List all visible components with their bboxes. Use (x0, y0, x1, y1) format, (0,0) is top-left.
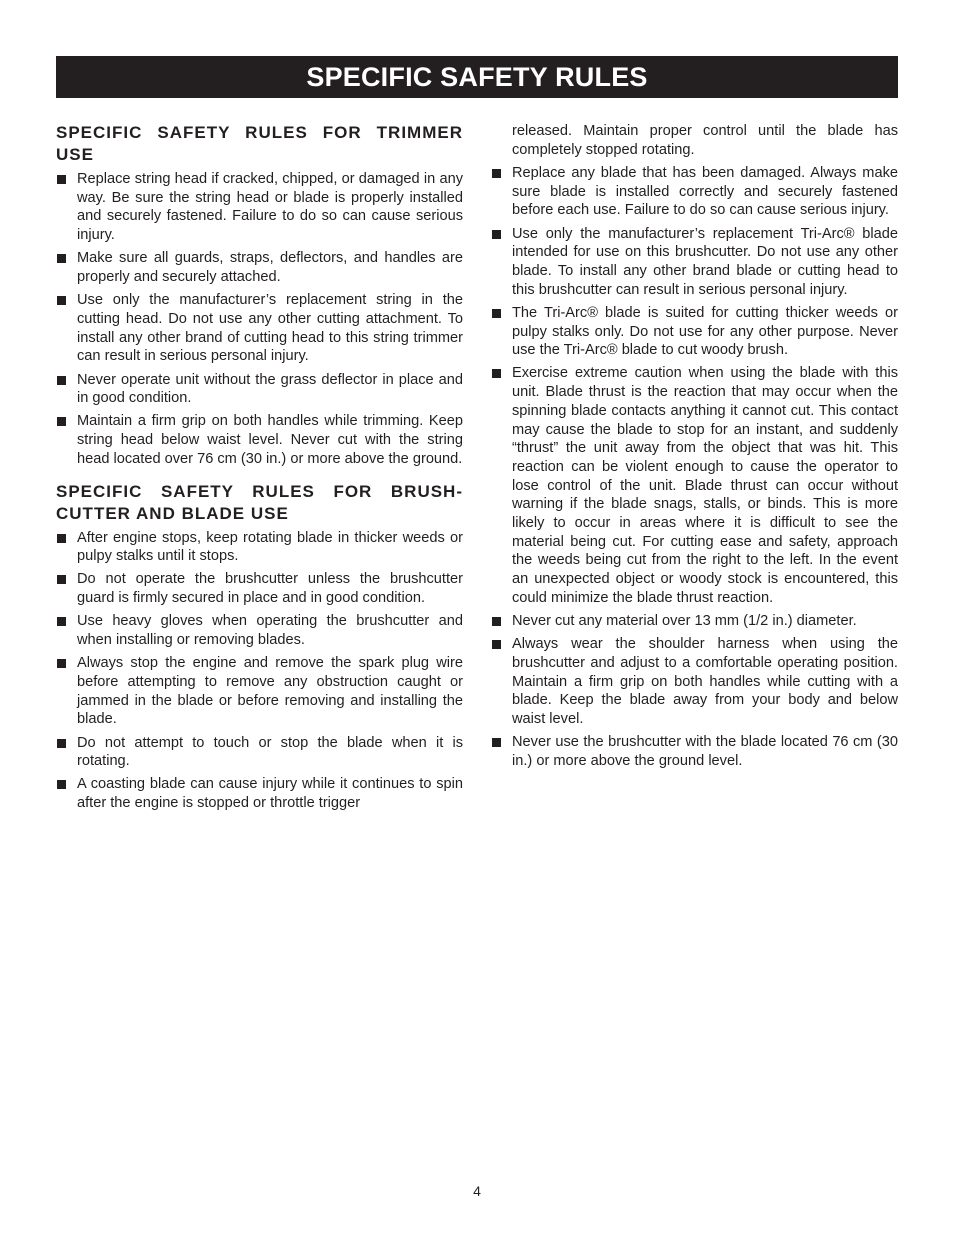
rule-text: Use only the manufacturer’s replacement Tri-Arc® blade intended for use on this brushcutter. Do not use any other blade. To install any other brand blade or cutting head to this brushcutter can result in serious personal injury. (512, 225, 898, 298)
list-item (56, 734, 463, 771)
list-item (491, 364, 898, 607)
square-bullet-icon (492, 640, 501, 649)
rule-text: A coasting blade can cause injury while it continues to spin after the engine is stopped or throttle trigger (77, 776, 463, 812)
rule-text: Never use the brushcutter with the blade located 76 cm (30 in.) or more above the ground level. (512, 734, 898, 769)
list-item (56, 775, 463, 812)
rule-text: The Tri-Arc® blade is suited for cutting thicker weeds or pulpy stalks only. Do not use for any other purpose. Never use the Tri-Arc® blade to cut woody brush. (512, 304, 898, 359)
square-bullet-icon (492, 230, 501, 239)
list-item (491, 225, 898, 300)
trimmer-rules-list (56, 170, 463, 469)
square-bullet-icon (57, 780, 66, 789)
rule-text: Use heavy gloves when operating the brushcutter and when installing or removing blades. (77, 613, 463, 649)
page-number: 4 (473, 1183, 481, 1199)
square-bullet-icon (57, 417, 66, 426)
list-item (491, 304, 898, 360)
square-bullet-icon (492, 309, 501, 318)
list-item (491, 164, 898, 220)
right-column (491, 122, 898, 775)
rule-text: Do not operate the brushcutter unless the brushcutter guard is firmly secured in place and in good condition. (77, 571, 463, 607)
rule-text: Always wear the shoulder harness when using the brushcutter and adjust to a comfortable operating position. Maintain a firm grip on both handles while cutting with a blade. Keep the blade away from your body and below waist level. (512, 636, 898, 728)
page-title: SPECIFIC SAFETY RULES (56, 56, 898, 98)
square-bullet-icon (57, 534, 66, 543)
square-bullet-icon (57, 739, 66, 748)
rule-text: Never cut any material over 13 mm (1/2 in.) diameter. (512, 613, 857, 630)
left-column (56, 122, 463, 817)
rule-text: Always stop the engine and remove the spark plug wire before attempting to remove any obstruction caught or jammed in the blade or before removing and installing the blade. (77, 655, 463, 728)
rule-text: Do not attempt to touch or stop the blade when it is rotating. (77, 734, 463, 770)
rule-text: Make sure all guards, straps, deflectors, and handles are properly and securely attached. (77, 250, 463, 286)
rule-text: After engine stops, keep rotating blade in thicker weeds or pulpy stalks until it stops. (77, 529, 463, 565)
list-item (56, 412, 463, 468)
list-item (56, 249, 463, 286)
square-bullet-icon (57, 376, 66, 385)
square-bullet-icon (57, 254, 66, 263)
rule-text: Replace string head if cracked, chipped, or damaged in any way. Be sure the string head or blade is properly installed and securely fastened. Failure to do so can cause serious injury. (77, 171, 463, 244)
square-bullet-icon (57, 617, 66, 626)
list-item (56, 612, 463, 649)
square-bullet-icon (492, 169, 501, 178)
list-item (491, 733, 898, 770)
brushcutter-rules-list-left (56, 529, 463, 813)
list-item (56, 654, 463, 729)
trimmer-rules-heading: SPECIFIC SAFETY RULES FOR TRIMMER USE (56, 123, 463, 164)
square-bullet-icon (57, 575, 66, 584)
square-bullet-icon (57, 175, 66, 184)
brushcutter-rules-list-right (491, 164, 898, 771)
square-bullet-icon (57, 659, 66, 668)
list-item (491, 612, 898, 631)
list-item (56, 529, 463, 566)
list-item (56, 291, 463, 366)
rule-text: Never operate unit without the grass deflector in place and in good condition. (77, 371, 463, 407)
rule-text: Use only the manufacturer’s replacement string in the cutting head. Do not use any other cutting attachment. To install any other brand of cutting head to this string trimmer can result in serious personal injury. (77, 292, 463, 365)
square-bullet-icon (57, 296, 66, 305)
brushcutter-rules-heading: SPECIFIC SAFETY RULES FOR BRUSH-CUTTER AND BLADE USE (56, 481, 463, 523)
list-item (491, 635, 898, 729)
list-item (56, 170, 463, 245)
square-bullet-icon (492, 738, 501, 747)
rule-text: Maintain a firm grip on both handles while trimming. Keep string head below waist level. Never cut with the string head located over 76 cm (30 in.) or more above the ground. (77, 413, 463, 467)
rule-continuation-text: released. Maintain proper control until the blade has completely stopped rotating. (512, 123, 898, 158)
list-item (56, 371, 463, 408)
rule-text: Exercise extreme caution when using the blade with this unit. Blade thrust is the reaction that may occur when the spinning blade contacts anything it cannot cut. This contact may cause the blade to stop for an instant, and suddenly “thrust” the unit away from the object that was hit. This reaction can be violent enough to cause the operator to lose control of the unit. Blade thrust can occur without warning if the blade snags, stalls, or binds. This is more likely to occur in areas where it is difficult to see the material being cut. For cutting ease and safety, approach the weeds being cut from the right to the left. In the event an unexpected object or woody stock is encountered, this could minimize the blade thrust reaction. (512, 365, 898, 606)
rule-text: Replace any blade that has been damaged. Always make sure blade is installed correctly and securely fastened before each use. Failure to do so can cause serious injury. (512, 164, 898, 219)
square-bullet-icon (492, 369, 501, 378)
list-item (56, 570, 463, 607)
square-bullet-icon (492, 617, 501, 626)
